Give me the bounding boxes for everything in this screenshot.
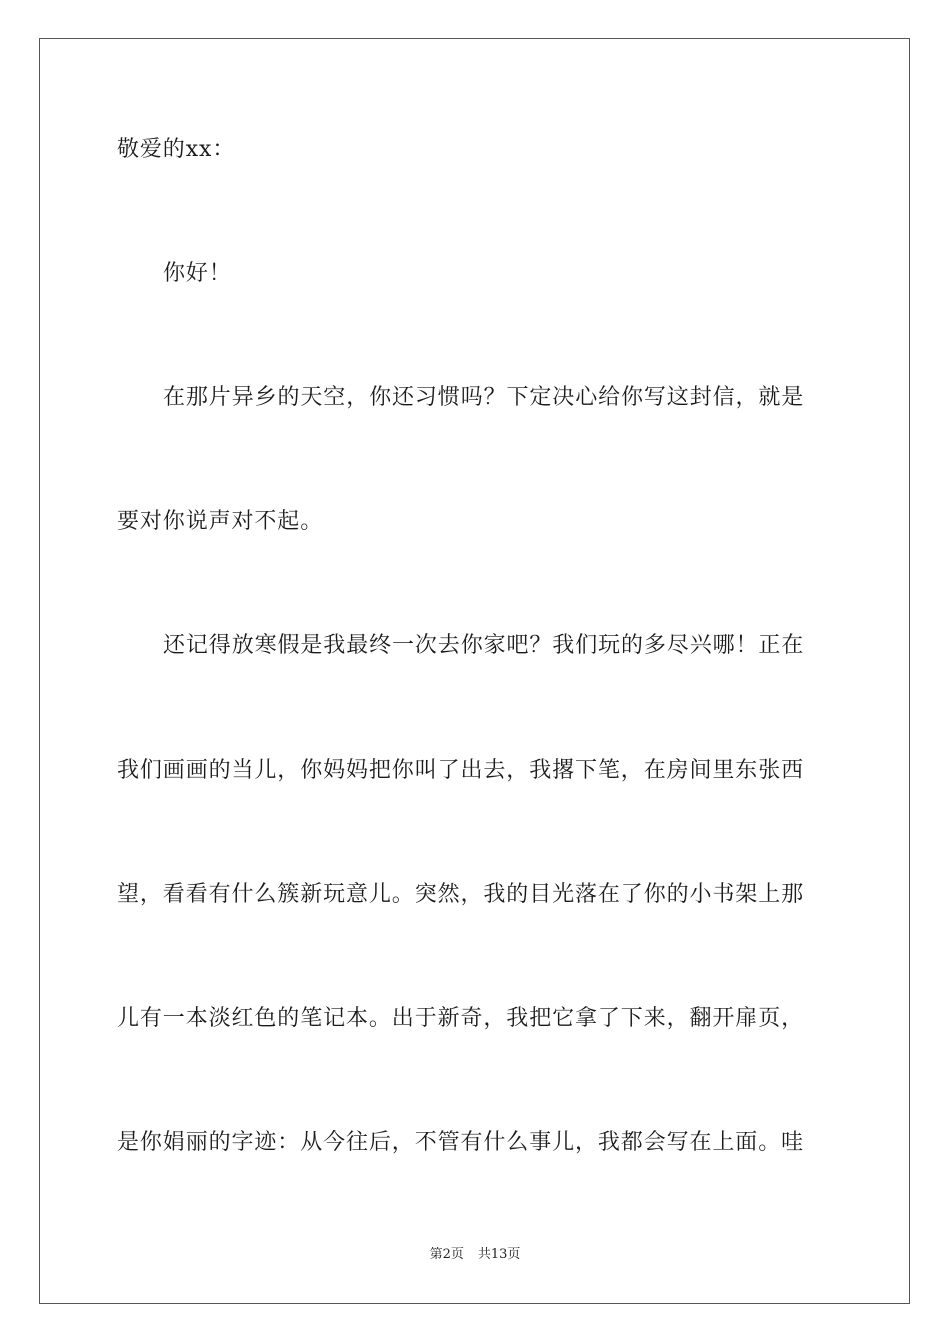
page-border	[39, 38, 910, 1304]
page-footer	[0, 1246, 950, 1264]
paragraph-line: 望，看看有什么簇新玩意儿。突然，我的目光落在了你的小书架上那	[117, 882, 805, 907]
page-total: 共13页	[477, 1247, 521, 1262]
salutation: 敬爱的xx：	[117, 137, 236, 162]
page-number: 第2页	[429, 1247, 464, 1262]
paragraph-line: 我们画画的当儿，你妈妈把你叫了出去，我撂下笔，在房间里东张西	[117, 758, 805, 783]
greeting: 你好！	[163, 261, 232, 286]
paragraph-line: 是你娟丽的字迹：从今往后，不管有什么事儿，我都会写在上面。哇	[117, 1130, 805, 1155]
paragraph-line: 还记得放寒假是我最终一次去你家吧？我们玩的多尽兴哪！正在	[163, 633, 805, 658]
paragraph-line: 在那片异乡的天空，你还习惯吗？下定决心给你写这封信，就是	[163, 385, 805, 410]
paragraph-line: 儿有一本淡红色的笔记本。出于新奇，我把它拿了下来，翻开扉页，	[117, 1006, 805, 1031]
paragraph-line: 要对你说声对不起。	[117, 509, 324, 534]
